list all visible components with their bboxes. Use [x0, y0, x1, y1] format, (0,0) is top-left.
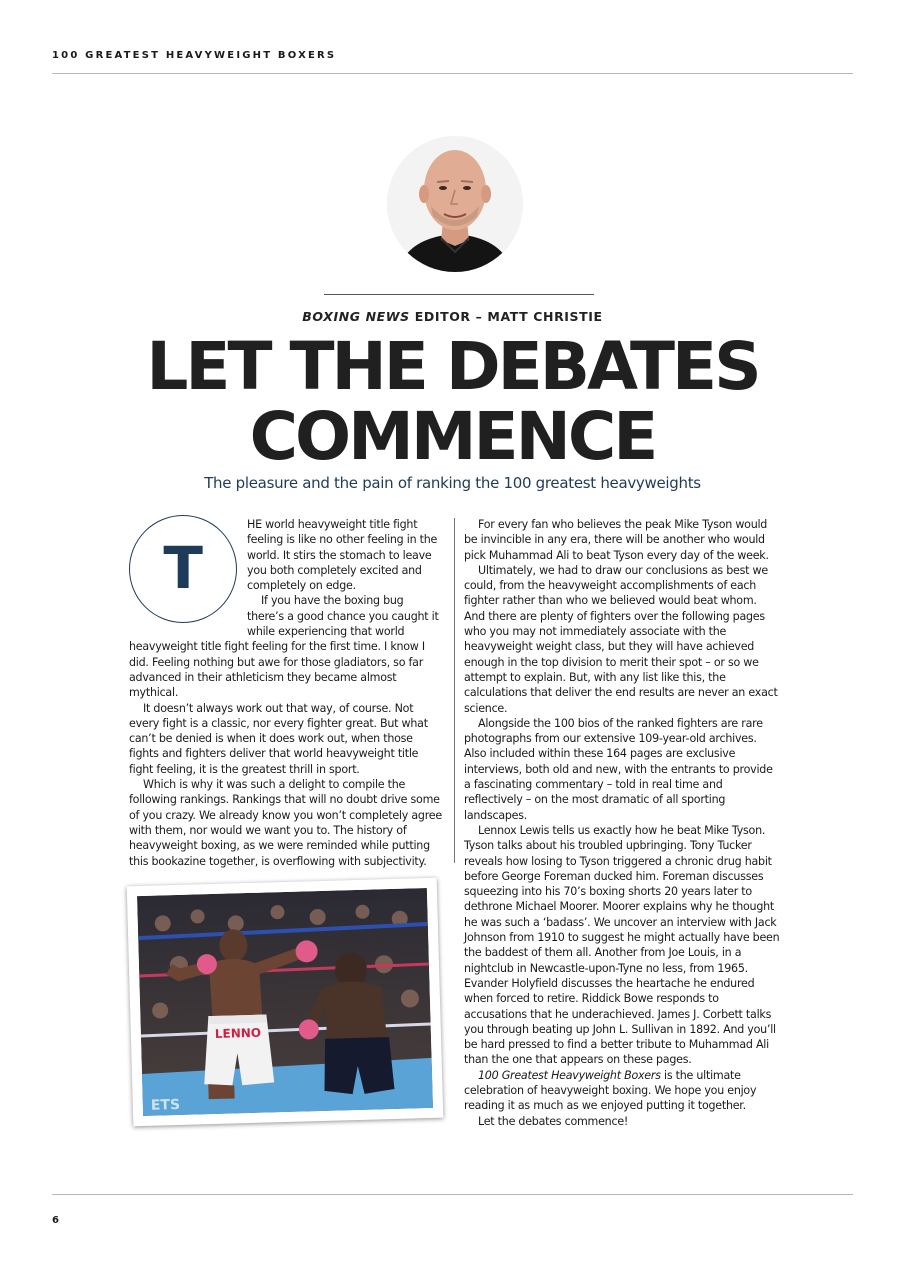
drop-cap-container [129, 517, 247, 633]
column-divider [454, 518, 455, 863]
ring-apron-text: ETS [150, 1096, 181, 1114]
publication-title: 100 Greatest Heavyweight Boxers [478, 1068, 661, 1082]
byline-rule [324, 294, 594, 295]
paragraph-text: is the ultimate celebration of heavyweight boxing. We hope you enjoy reading it as much as we enjoyed putting it together. [464, 1068, 757, 1113]
drop-cap: T [129, 515, 237, 623]
paragraph: Alongside the 100 bios of the ranked fighters are rare photographs from our extensive 109-year-old archives. Also included within these 164 pages are exclusive interviews, both old and new, with the entrants to provide a fascinating commentary – told in real time and reflectively – on the most dramatic of all sporting landscapes. [464, 716, 773, 822]
paragraph: HE world heavyweight title fight feeling is like no other feeling in the world. It stirs the stomach to leave you both completely excited and completely on edge. [247, 518, 438, 593]
paragraph: If you have the boxing bug there’s a good chance you caught it while experiencing that world heavyweight title fight feeling for the first time. I know I did. Feeling nothing but awe for those gladiators, so far advanced in their athleticism they became almost mythical. [129, 594, 439, 700]
paragraph: Which is why it was such a delight to compile the following rankings. Rankings that will no doubt drive some of you crazy. We already know you won’t completely agree with them, nor would we want you to. The history of heavyweight boxing, as we were reminded while putting this bookazine together, is overflowing with subjectivity. [129, 778, 442, 868]
editor-portrait-icon [387, 136, 523, 272]
headline-line-1: LET THE DEBATES [146, 328, 759, 405]
boxing-match-photo-icon [127, 878, 444, 1127]
trunks-text: LENNO [214, 1025, 262, 1041]
paragraph: Lennox Lewis tells us exactly how he beat Mike Tyson. Tyson talks about his troubled upbringing. Tony Tucker reveals how losing to Tyson triggered a chronic drug habit before George Foreman ducked him. Foreman discusses squeezing into his 70’s boxing shorts 20 years later to dethrone Michael Moorer. Moorer explains why he thought he was such a ‘badass’. We uncover an interview with Jack Johnson from 1910 to suggest he might actually have been the baddest of them all. Another from Joe Louis, in a nightclub in Newcastle-upon-Tyne no less, from 1965. Evander Holyfield discusses the heartache he endured when forced to retire. Riddick Bowe responds to accusations that he underachieved. James J. Corbett talks you through beating up John L. Sullivan in 1892. And you’ll be hard pressed to find a better tribute to Muhammad Ali than the one that appears on these pages. [464, 823, 780, 1067]
left-column [129, 517, 442, 869]
paragraph: Ultimately, we had to draw our conclusions as best we could, from the heavyweight accomplishments of each fighter rather than who we believed would beat whom. And there are plenty of fighters over the following pages who you may not immediately associate with the heavyweight weight class, but they will have achieved enough in the top division to merit their spot – or so we attempt to explain. But, with any list like this, the calculations that deliver the end results are never an exact science. [464, 563, 778, 715]
paragraph: For every fan who believes the peak Mike Tyson would be invincible in any era, there will be another who would pick Muhammad Ali to beat Tyson every day of the week. [464, 518, 769, 562]
paragraph: Let the debates commence! [478, 1114, 629, 1128]
headline-line-2: COMMENCE [249, 398, 656, 475]
right-column [464, 517, 780, 1129]
subtitle: The pleasure and the pain of ranking the 100 greatest heavyweights [204, 474, 701, 492]
header-rule [52, 73, 853, 74]
paragraph: It doesn’t always work out that way, of course. Not every fight is a classic, nor every fighter great. But what can’t be denied is when it does work out, when those fights and fighters deliver that world heavyweight title fight feeling, it is the greatest thrill in sport. [129, 701, 428, 776]
byline [0, 309, 905, 324]
paragraph [464, 1068, 780, 1114]
byline-publication: BOXING NEWS [302, 309, 410, 324]
byline-author: EDITOR – MATT CHRISTIE [409, 309, 603, 324]
running-title: 100 GREATEST HEAVYWEIGHT BOXERS [52, 50, 337, 61]
headline [0, 328, 905, 475]
footer-rule [52, 1194, 853, 1195]
page-number: 6 [52, 1215, 59, 1226]
